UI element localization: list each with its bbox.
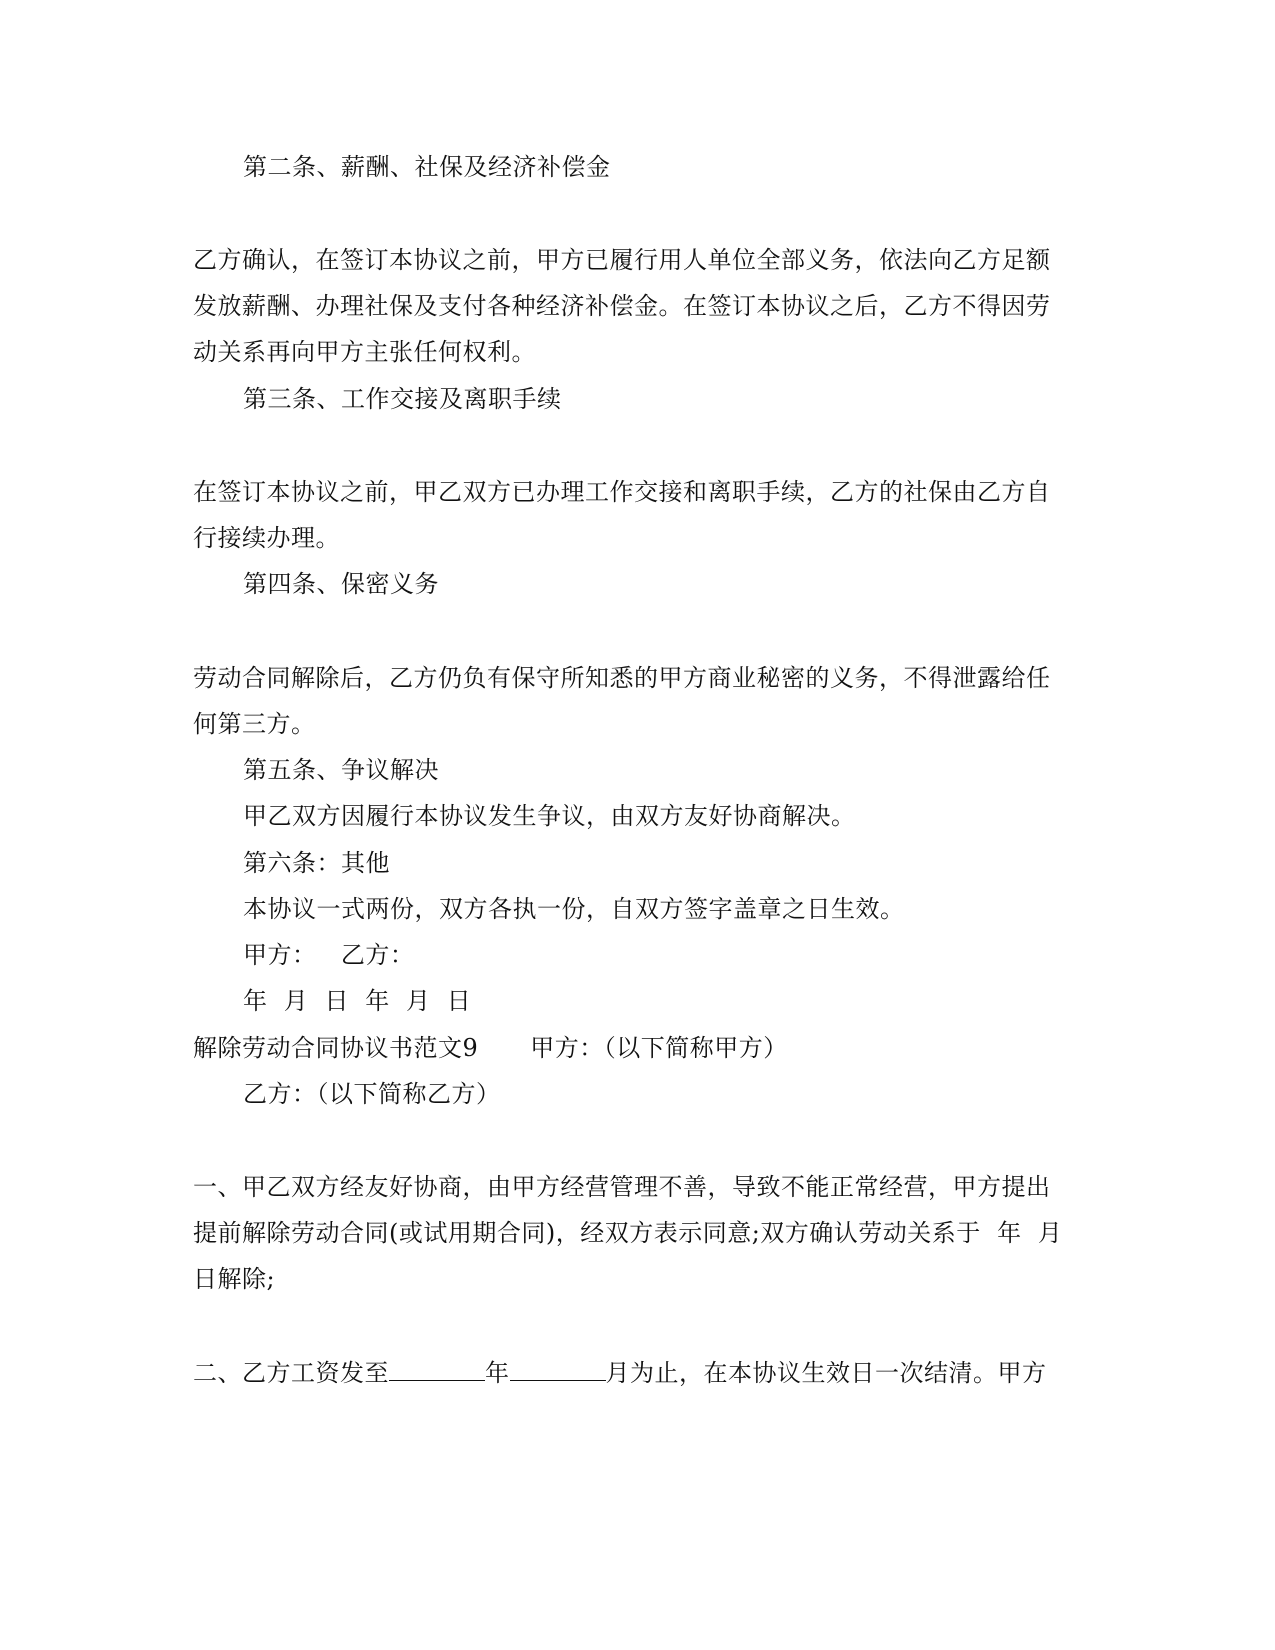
article-4-line-1: 劳动合同解除后，乙方仍负有保守所知悉的甲方商业秘密的义务，不得泄露给任	[193, 664, 1051, 692]
article-6-text: 本协议一式两份，双方各执一份，自双方签字盖章之日生效。	[243, 895, 905, 923]
article-2-line-3: 动关系再向甲方主张任何权利。	[193, 338, 536, 366]
signature-parties: 甲方： 乙方：	[243, 941, 415, 969]
article-4-line-2: 何第三方。	[193, 710, 316, 738]
article-3-line-2: 行接续办理。	[193, 524, 340, 552]
article-5-text: 甲乙双方因履行本协议发生争议，由双方友好协商解决。	[243, 802, 856, 830]
item-2-part-3: 月为止，在本协议生效日一次结清。甲方	[605, 1359, 1047, 1387]
party-b-label: 乙方：（以下简称乙方）	[243, 1080, 501, 1108]
item-2-part-2: 年	[485, 1359, 510, 1387]
item-1-line-2: 提前解除劳动合同(或试用期合同)，经双方表示同意;双方确认劳动关系于 年 月	[193, 1219, 1063, 1247]
article-4-title: 第四条、保密义务	[243, 570, 439, 598]
article-2-title: 第二条、薪酬、社保及经济补偿金	[243, 153, 611, 181]
agreement-header-line	[193, 1033, 788, 1063]
article-2-line-1: 乙方确认，在签订本协议之前，甲方已履行用人单位全部义务，依法向乙方足额	[193, 246, 1051, 274]
signature-dates: 年 月 日 年 月 日	[243, 987, 472, 1015]
article-6-title: 第六条：其他	[243, 849, 390, 877]
article-3-line-1: 在签订本协议之前，甲乙双方已办理工作交接和离职手续，乙方的社保由乙方自	[193, 478, 1051, 506]
article-5-title: 第五条、争议解决	[243, 756, 439, 784]
agreement-title: 解除劳动合同协议书范文9	[193, 1034, 479, 1062]
item-2-line-1	[193, 1358, 1047, 1388]
article-3-title: 第三条、工作交接及离职手续	[243, 385, 562, 413]
item-1-line-1: 一、甲乙双方经友好协商，由甲方经营管理不善，导致不能正常经营，甲方提出	[193, 1173, 1051, 1201]
article-2-line-2: 发放薪酬、办理社保及支付各种经济补偿金。在签订本协议之后，乙方不得因劳	[193, 292, 1051, 320]
party-a-label: 甲方：（以下简称甲方）	[530, 1034, 788, 1062]
item-2-part-1: 二、乙方工资发至	[193, 1359, 389, 1387]
month-blank	[510, 1358, 606, 1381]
item-1-line-3: 日解除;	[193, 1265, 276, 1293]
year-blank	[389, 1358, 485, 1381]
